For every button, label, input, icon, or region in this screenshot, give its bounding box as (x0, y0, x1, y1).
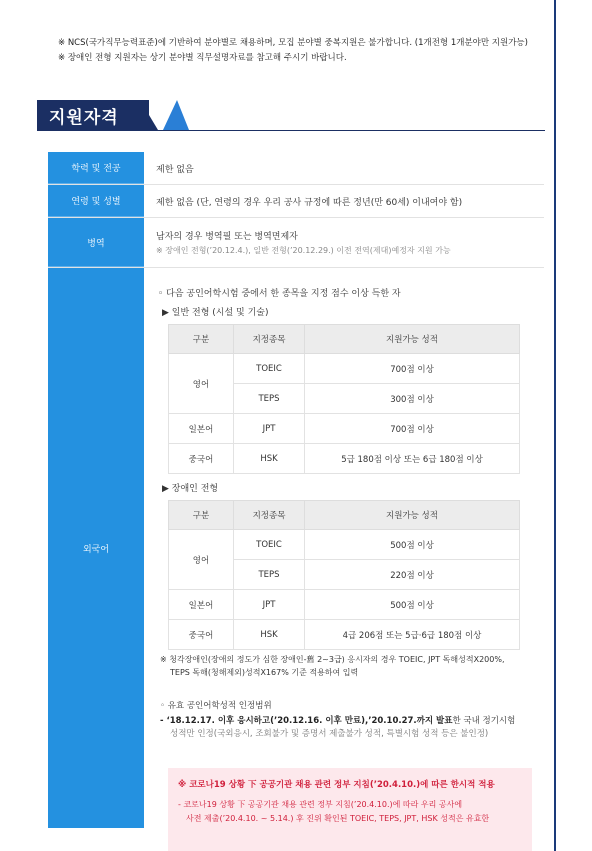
general-track-title: ▶ 일반 전형 (시설 및 기술) (162, 308, 269, 318)
accent-stripe (163, 100, 189, 130)
table-row: TEPS 220점 이상 (169, 560, 520, 590)
hearing-impaired-note: ※ 청각장애인(장애의 정도가 심한 장애인-舊 2~3급) 응시자의 경우 TOEIC, JPT 독해성적X200%, TEPS 독해(청해제외)성적X167% 기준 적용하여 입력 (160, 655, 505, 677)
valid-score-title: ◦ 유효 공인어학성적 인정범위 (160, 701, 272, 711)
row-value-education: 제한 없음 (156, 164, 194, 175)
lang-intro: ◦ 다음 공인어학시험 중에서 한 종목을 지정 점수 이상 득한 자 (158, 289, 401, 299)
table-row: 영어 TOEIC 500점 이상 (169, 530, 520, 560)
valid-score-line-1: - ‘18.12.17. 이후 응시하고(’20.12.16. 이후 만료),’20.10.27.까지 발표한 국내 정기시험 (160, 716, 516, 726)
covid-notice-title: ※ 코로나19 상황 下 공공기관 채용 관련 정부 지침(’20.4.10.)에 따른 한시적 적용 (178, 780, 495, 790)
valid-score-line-2: 성적만 인정(국외응시, 조회불가 및 증명서 제출불가 성적, 특별시험 성적 등은 불인정) (170, 729, 489, 739)
table-header-row: 구분 지정종목 지원가능 성적 (169, 501, 520, 530)
qualification-table (48, 152, 544, 828)
row-value-language (144, 268, 544, 828)
right-border-line (554, 0, 556, 851)
disabled-track-title: ▶ 장애인 전형 (162, 484, 219, 494)
disabled-score-table (168, 500, 520, 650)
general-score-table (168, 324, 520, 474)
covid-notice-box (168, 768, 532, 851)
row-label-language: 외국어 (48, 268, 144, 828)
row-language (48, 268, 544, 828)
row-label-age: 연령 및 성별 (48, 185, 144, 217)
table-header-row: 구분 지정종목 지원가능 성적 (169, 325, 520, 354)
table-row: 중국어 HSK 5급 180점 이상 또는 6급 180점 이상 (169, 444, 520, 474)
table-row: 일본어 JPT 700점 이상 (169, 414, 520, 444)
covid-notice-body: - 코로나19 상황 下 공공기관 채용 관련 정부 지침(’20.4.10.)에 따라 우리 공사에 사전 제출(’20.4.10. ~ 5.14.) 후 진위 확인된 TOEIC, TEPS, JPT, HSK 성적은 유효한 (178, 800, 490, 823)
table-row: 일본어 JPT 500점 이상 (169, 590, 520, 620)
intro-note-1: ※ NCS(국가직무능력표준)에 기반하여 분야별로 채용하며, 모집 분야별 중복지원은 불가합니다. (1개전형 1개분야만 지원가능) (58, 38, 528, 48)
section-title: 지원자격 (49, 108, 119, 128)
intro-note-2: ※ 장애인 전형 지원자는 상기 분야별 직무설명자료를 참고해 주시기 바랍니다. (58, 53, 347, 63)
intro-notes (58, 36, 558, 66)
military-note: ※ 장애인 전형(’20.12.4.), 일반 전형(’20.12.29.) 이전 전역(제대)예정자 지원 가능 (156, 246, 451, 255)
row-education (48, 152, 544, 185)
row-label-education: 학력 및 전공 (48, 152, 144, 184)
valid-score-range (160, 700, 530, 741)
section-title-badge (37, 100, 167, 130)
row-military (48, 218, 544, 268)
row-value-military: 남자의 경우 병역필 또는 병역면제자 ※ 장애인 전형(’20.12.4.), 일반 전형(’20.12.29.) 이전 전역(제대)예정자 지원 가능 (144, 218, 544, 267)
table-row: TEPS 300점 이상 (169, 384, 520, 414)
row-label-military: 병역 (48, 218, 144, 267)
table-row: 중국어 HSK 4급 206점 또는 5급·6급 180점 이상 (169, 620, 520, 650)
row-age (48, 185, 544, 218)
section-divider (37, 130, 545, 131)
row-value-age: 제한 없음 (단, 연령의 경우 우리 공사 규정에 따른 정년(만 60세) 이내여야 함) (156, 197, 463, 208)
table-row: 영어 TOEIC 700점 이상 (169, 354, 520, 384)
